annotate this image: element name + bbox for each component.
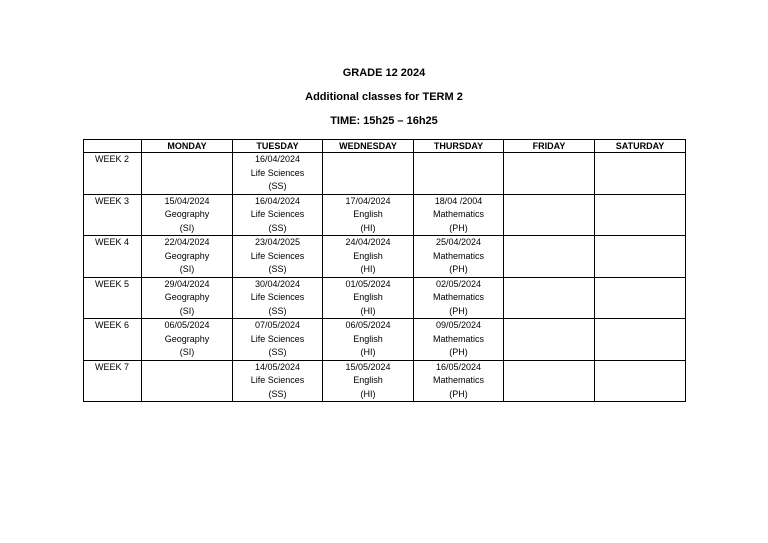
week-label: WEEK 5	[84, 277, 142, 319]
session-subject: English	[353, 292, 383, 302]
session-date: 07/05/2024	[254, 320, 301, 330]
cell-monday	[142, 194, 233, 236]
cell-saturday	[595, 319, 686, 361]
session-date: 16/05/2024	[435, 361, 482, 372]
session-code: (PH)	[449, 305, 468, 316]
column-header-monday: MONDAY	[142, 140, 233, 153]
session-code: (SI)	[179, 305, 195, 316]
cell-thursday	[414, 194, 504, 236]
class-time: TIME: 15h25 – 16h25	[330, 115, 438, 127]
cell-friday	[504, 236, 595, 278]
session-code: (HI)	[360, 264, 376, 274]
session-date: 01/05/2024	[345, 278, 391, 289]
week-label: WEEK 3	[84, 194, 142, 236]
session-subject: Geography	[164, 333, 210, 344]
cell-saturday	[595, 360, 686, 402]
cell-monday	[142, 319, 233, 361]
cell-tuesday	[233, 360, 323, 402]
session-subject: Geography	[164, 250, 210, 261]
cell-tuesday	[233, 153, 323, 195]
session-code: (PH)	[449, 264, 468, 274]
session-code: (HI)	[360, 347, 376, 357]
session-subject: Life Sciences	[250, 250, 305, 261]
session-date: 14/05/2024	[254, 361, 301, 372]
week-label: WEEK 6	[84, 319, 142, 361]
cell-saturday	[595, 236, 686, 278]
column-header-thursday: THURSDAY	[414, 140, 504, 153]
cell-saturday	[595, 277, 686, 319]
session-date: 25/04/2024	[435, 237, 482, 247]
session-code: (PH)	[449, 222, 468, 233]
session-date: 06/05/2024	[345, 320, 391, 330]
session-code: (PH)	[449, 388, 468, 399]
timetable	[83, 139, 686, 402]
session-date: 29/04/2024	[164, 278, 210, 289]
cell-friday	[504, 194, 595, 236]
cell-tuesday	[233, 236, 323, 278]
table-row	[84, 236, 686, 278]
document-title: GRADE 12 2024	[342, 67, 426, 79]
cell-wednesday	[323, 277, 414, 319]
session-date: 30/04/2024	[254, 278, 301, 289]
week-label: WEEK 7	[84, 360, 142, 402]
session-subject: Life Sciences	[250, 375, 305, 385]
cell-thursday	[414, 153, 504, 195]
cell-thursday	[414, 360, 504, 402]
cell-friday	[504, 277, 595, 319]
session-subject: Life Sciences	[250, 167, 305, 178]
cell-tuesday	[233, 319, 323, 361]
column-header-week	[84, 140, 142, 153]
cell-friday	[504, 153, 595, 195]
cell-monday	[142, 236, 233, 278]
table-row	[84, 319, 686, 361]
session-date: 02/05/2024	[435, 278, 482, 289]
session-date: 16/04/2024	[254, 195, 301, 206]
session-date: 15/04/2024	[164, 195, 210, 206]
session-date: 06/05/2024	[164, 320, 210, 330]
cell-friday	[504, 319, 595, 361]
cell-wednesday	[323, 194, 414, 236]
column-header-wednesday: WEDNESDAY	[323, 140, 414, 153]
column-header-friday: FRIDAY	[504, 140, 595, 153]
session-code: (SS)	[268, 347, 287, 357]
session-subject: Life Sciences	[250, 292, 305, 302]
session-code: (SI)	[179, 264, 195, 274]
cell-tuesday	[233, 277, 323, 319]
session-date: 22/04/2024	[164, 237, 210, 247]
column-header-tuesday: TUESDAY	[233, 140, 323, 153]
session-subject: Life Sciences	[250, 333, 305, 344]
cell-saturday	[595, 153, 686, 195]
cell-wednesday	[323, 360, 414, 402]
session-subject: English	[353, 333, 383, 344]
session-code: (SS)	[268, 388, 287, 399]
cell-wednesday	[323, 236, 414, 278]
session-code: (SI)	[179, 347, 195, 357]
session-date: 15/05/2024	[345, 361, 391, 372]
session-subject: Mathematics	[432, 209, 485, 219]
table-row	[84, 277, 686, 319]
cell-thursday	[414, 236, 504, 278]
session-subject: Mathematics	[432, 250, 485, 261]
week-label: WEEK 2	[84, 153, 142, 195]
table-row	[84, 194, 686, 236]
cell-thursday	[414, 319, 504, 361]
cell-thursday	[414, 277, 504, 319]
session-code: (SS)	[268, 305, 287, 316]
session-code: (HI)	[360, 222, 376, 233]
session-code: (PH)	[449, 347, 468, 357]
session-subject: English	[353, 250, 383, 261]
session-code: (HI)	[360, 305, 376, 316]
session-subject: English	[353, 209, 383, 219]
session-date: 23/04/2025	[254, 237, 301, 247]
session-date: 17/04/2024	[345, 195, 391, 206]
cell-monday	[142, 360, 233, 402]
cell-monday	[142, 153, 233, 195]
session-code: (SS)	[268, 181, 287, 191]
header-row	[84, 140, 686, 153]
session-date: 24/04/2024	[345, 237, 391, 247]
session-code: (SS)	[268, 264, 287, 274]
session-date: 16/04/2024	[254, 154, 301, 164]
session-date: 18/04 /2004	[434, 195, 483, 206]
cell-monday	[142, 277, 233, 319]
session-code: (HI)	[360, 388, 376, 399]
cell-tuesday	[233, 194, 323, 236]
table-row	[84, 153, 686, 195]
session-subject: Geography	[164, 209, 210, 219]
cell-wednesday	[323, 153, 414, 195]
document-subtitle: Additional classes for TERM 2	[305, 91, 463, 103]
session-subject: Geography	[164, 292, 210, 302]
session-subject: Life Sciences	[250, 209, 305, 219]
cell-friday	[504, 360, 595, 402]
cell-saturday	[595, 194, 686, 236]
session-subject: Mathematics	[432, 375, 485, 385]
column-header-saturday: SATURDAY	[595, 140, 686, 153]
session-subject: Mathematics	[432, 292, 485, 302]
cell-wednesday	[323, 319, 414, 361]
table-row	[84, 360, 686, 402]
session-code: (SS)	[268, 222, 287, 233]
session-date: 09/05/2024	[435, 320, 482, 330]
session-subject: Mathematics	[432, 333, 485, 344]
week-label: WEEK 4	[84, 236, 142, 278]
session-subject: English	[353, 375, 383, 385]
session-code: (SI)	[179, 222, 195, 233]
